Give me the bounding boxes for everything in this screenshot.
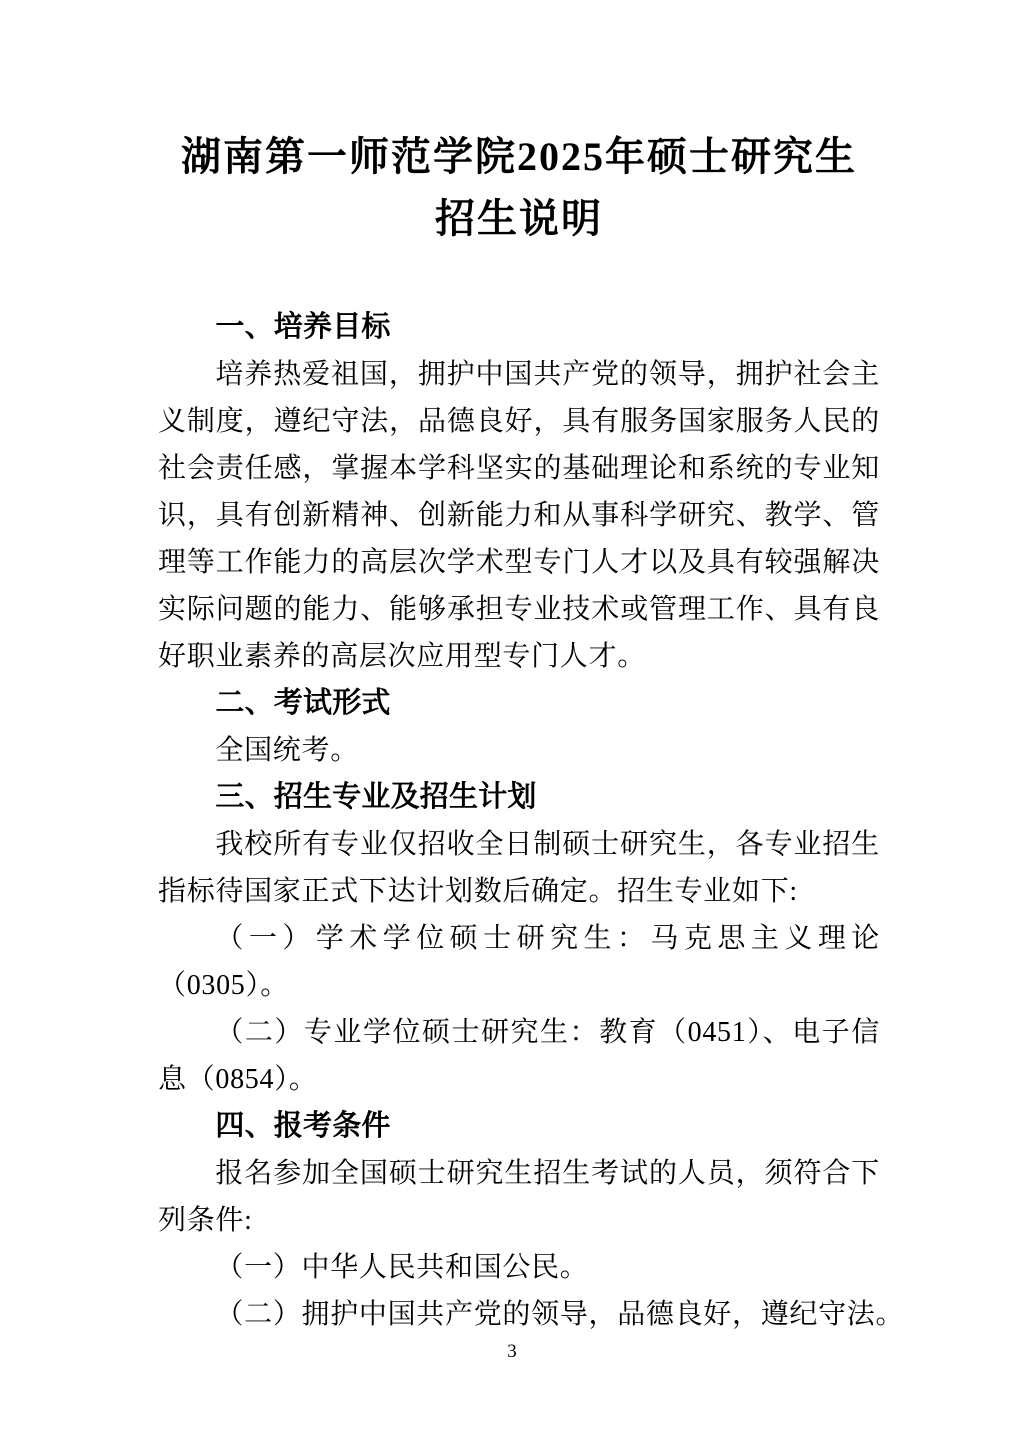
section-1-paragraph-line: 识，具有创新精神、创新能力和从事科学研究、教学、管 — [158, 500, 880, 531]
section-4-heading: 四、报考条件 — [215, 1110, 391, 1142]
section-1-paragraph-line: 好职业素养的高层次应用型专门人才。 — [158, 641, 646, 672]
section-3-item-2-line: 息（0854）。 — [158, 1064, 318, 1095]
document-body — [158, 304, 905, 1338]
section-4-paragraph-line: 列条件: — [158, 1205, 253, 1236]
document-content — [158, 0, 905, 1338]
document-title-line-2: 招生说明 — [435, 196, 603, 241]
section-2-paragraph-line: 全国统考。 — [215, 735, 359, 766]
section-1-heading: 一、培养目标 — [215, 311, 391, 343]
section-3-item-2-line: （二）专业学位硕士研究生：教育（0451）、电子信 — [215, 1017, 880, 1048]
section-3-heading: 三、招生专业及招生计划 — [215, 781, 537, 813]
section-1-paragraph-line: 社会责任感，掌握本学科坚实的基础理论和系统的专业知 — [158, 453, 880, 484]
section-2-heading: 二、考试形式 — [215, 687, 391, 719]
section-1-paragraph-line: 实际问题的能力、能够承担专业技术或管理工作、具有良 — [158, 594, 880, 625]
section-1-paragraph-line: 理等工作能力的高层次学术型专门人才以及具有较强解决 — [158, 547, 880, 578]
document-title — [158, 0, 880, 250]
section-4-paragraph-line: 报名参加全国硕士研究生招生考试的人员，须符合下 — [215, 1158, 880, 1189]
page-number: 3 — [507, 1341, 517, 1362]
section-3-paragraph-line: 我校所有专业仅招收全日制硕士研究生，各专业招生 — [215, 829, 880, 860]
section-4-item-1-line: （一）中华人民共和国公民。 — [215, 1252, 589, 1283]
section-4-item-2-line: （二）拥护中国共产党的领导，品德良好，遵纪守法。 — [215, 1299, 905, 1330]
section-3-item-1-line: （0305）。 — [158, 970, 289, 1001]
document-title-line-1: 湖南第一师范学院2025年硕士研究生 — [181, 134, 857, 179]
section-1-paragraph-line: 培养热爱祖国，拥护中国共产党的领导，拥护社会主 — [215, 359, 880, 390]
section-3-paragraph-line: 指标待国家正式下达计划数后确定。招生专业如下: — [158, 876, 798, 907]
section-3-item-1-line: （一）学术学位硕士研究生：马克思主义理论 — [215, 923, 880, 954]
section-1-paragraph-line: 义制度，遵纪守法，品德良好，具有服务国家服务人民的 — [158, 406, 880, 437]
